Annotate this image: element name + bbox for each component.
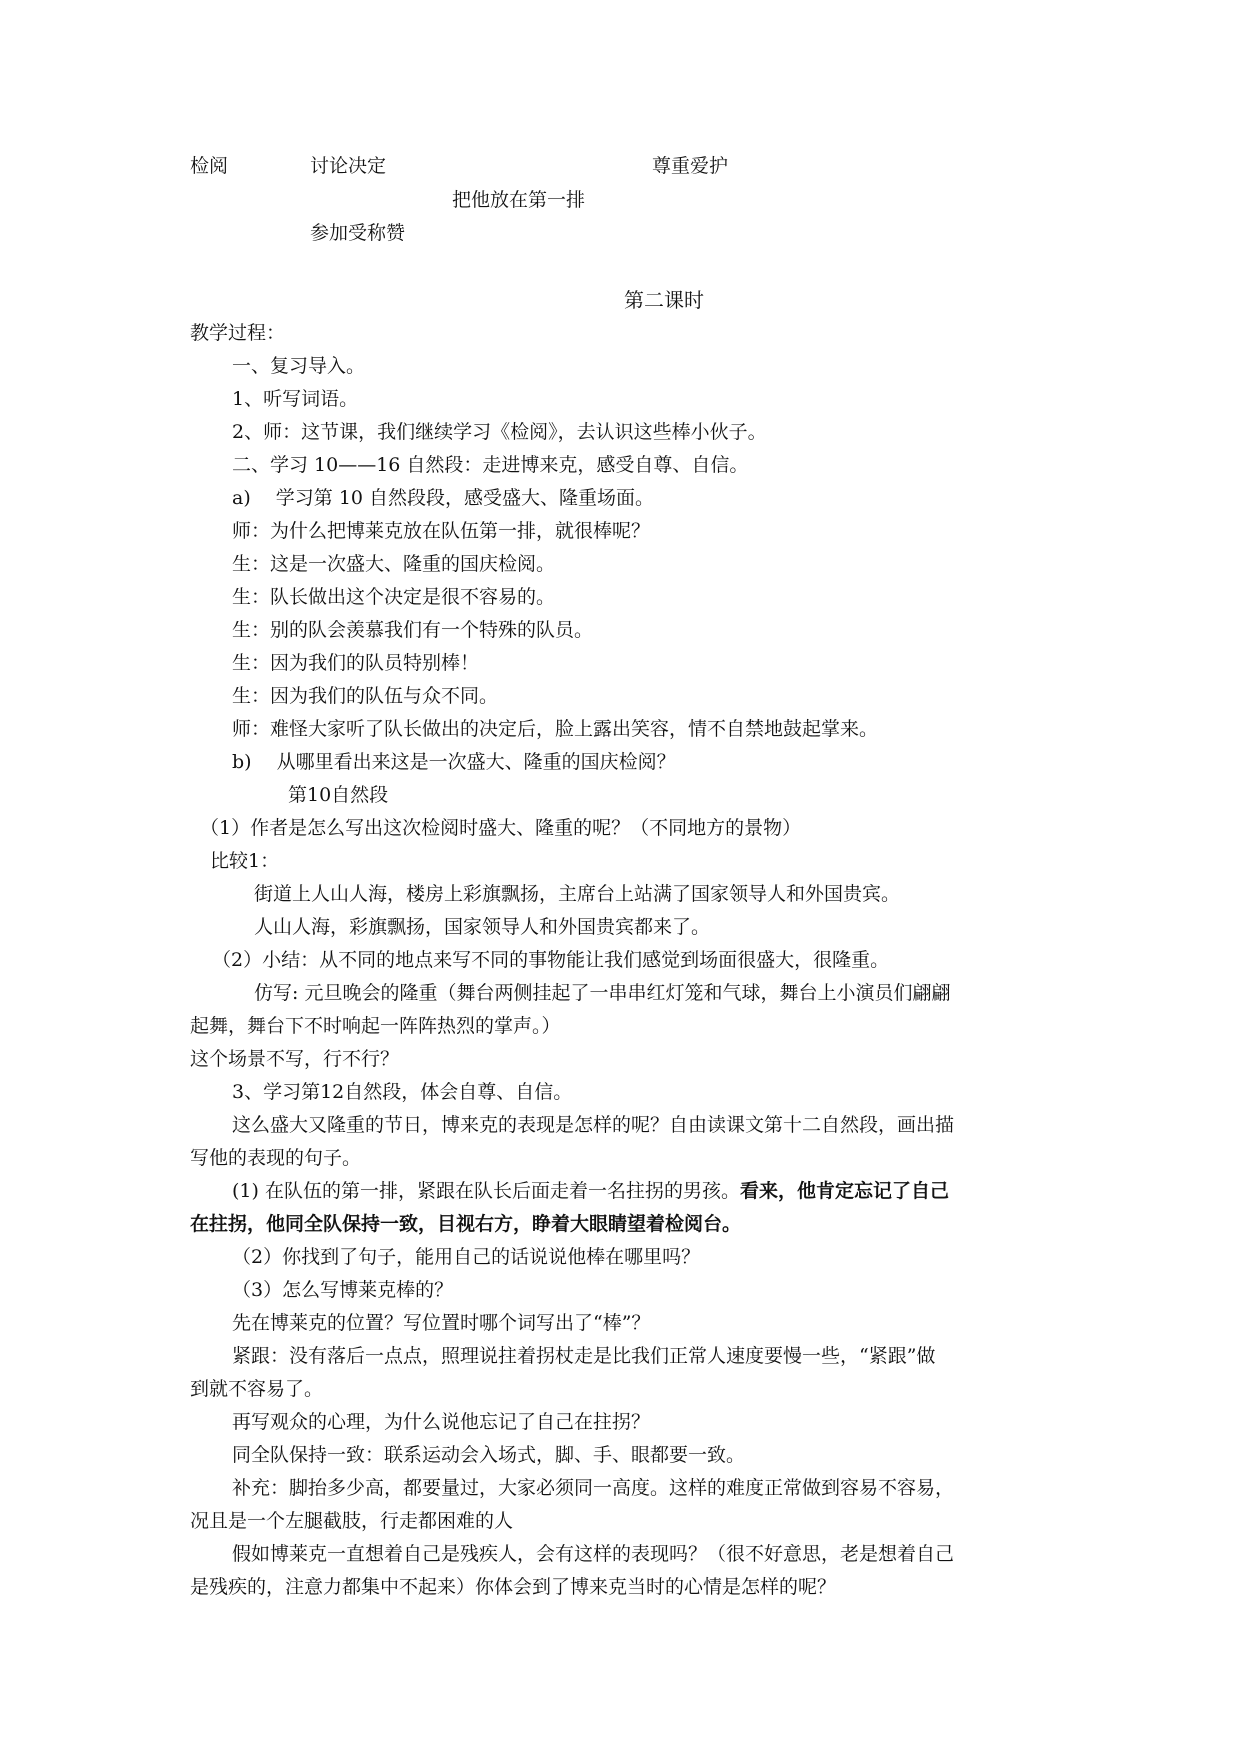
text-line: 师：难怪大家听了队长做出的决定后，脸上露出笑容，情不自禁地鼓起掌来。 — [232, 718, 879, 740]
text-line: 教学过程： — [190, 322, 286, 344]
text-line: 这么盛大又隆重的节日，博来克的表现是怎样的呢？自由读课文第十二自然段，画出描 — [232, 1114, 955, 1136]
text-line: 紧跟：没有落后一点点，照理说拄着拐杖走是比我们正常人速度要慢一些，“紧跟”做 — [232, 1345, 936, 1367]
text-line: 况且是一个左腿截肢，行走都困难的人 — [190, 1510, 514, 1532]
text-bold: 看来，他肯定忘记了自己 — [739, 1180, 949, 1202]
text-line-mixed — [232, 1178, 949, 1204]
text-line: 街道上人山人海，楼房上彩旗飘扬，主席台上站满了国家领导人和外国贵宾。 — [254, 883, 901, 905]
text-line: 二、学习 10——16 自然段：走进博来克，感受自尊、自信。 — [232, 454, 749, 476]
text-normal: (1) 在队伍的第一排，紧跟在队长后面走着一名拄拐的男孩。 — [232, 1180, 740, 1202]
text-line: 起舞，舞台下不时响起一阵阵热烈的掌声。） — [190, 1015, 561, 1037]
text-line: 补充：脚抬多少高，都要量过，大家必须同一高度。这样的难度正常做到容易不容易， — [232, 1477, 955, 1499]
diagram-node-discuss: 讨论决定 — [310, 155, 387, 177]
diagram-node-first-row: 把他放在第一排 — [452, 189, 586, 211]
text-line: 写他的表现的句子。 — [190, 1147, 362, 1169]
diagram-node-respect: 尊重爱护 — [652, 155, 729, 177]
text-line: 师：为什么把博莱克放在队伍第一排，就很棒呢？ — [232, 520, 651, 542]
text-line: a) 学习第 10 自然段段，感受盛大、隆重场面。 — [232, 487, 655, 509]
text-line: （2）你找到了句子，能用自己的话说说他棒在哪里吗？ — [232, 1246, 701, 1268]
text-line: 第10自然段 — [288, 784, 389, 806]
text-line: （1）作者是怎么写出这次检阅时盛大、隆重的呢？（不同地方的景物） — [200, 817, 802, 839]
text-line: 这个场景不写，行不行？ — [190, 1048, 400, 1070]
text-line: 生：别的队会羡慕我们有一个特殊的队员。 — [232, 619, 594, 641]
text-line: 一、复习导入。 — [232, 355, 366, 377]
text-line: （2）小结：从不同的地点来写不同的事物能让我们感觉到场面很盛大，很隆重。 — [212, 949, 890, 971]
text-line: b) 从哪里看出来这是一次盛大、隆重的国庆检阅？ — [232, 751, 676, 773]
text-line: 人山人海，彩旗飘扬，国家领导人和外国贵宾都来了。 — [254, 916, 711, 938]
text-line: 比较1： — [210, 850, 280, 872]
text-line: 生：因为我们的队伍与众不同。 — [232, 685, 499, 707]
text-line: 1、听写词语。 — [232, 388, 359, 410]
diagram-node-praised: 参加受称赞 — [310, 222, 406, 244]
text-line: 同全队保持一致：联系运动会入场式，脚、手、眼都要一致。 — [232, 1444, 746, 1466]
text-line: 假如博莱克一直想着自己是残疾人，会有这样的表现吗？（很不好意思，老是想着自己 — [232, 1543, 955, 1565]
text-line: （3）怎么写博莱克棒的？ — [232, 1279, 454, 1301]
text-line: 生：队长做出这个决定是很不容易的。 — [232, 586, 556, 608]
diagram-node-inspection: 检阅 — [190, 155, 229, 177]
lesson-title: 第二课时 — [624, 288, 704, 312]
text-line: 是残疾的，注意力都集中不起来）你体会到了博来克当时的心情是怎样的呢？ — [190, 1576, 837, 1598]
text-line: 再写观众的心理，为什么说他忘记了自己在拄拐？ — [232, 1411, 651, 1433]
text-line-bold: 在拄拐，他同全队保持一致，目视右方，睁着大眼睛望着检阅台。 — [190, 1213, 742, 1235]
text-line: 仿写: 元旦晚会的隆重（舞台两侧挂起了一串串红灯笼和气球，舞台上小演员们翩翩 — [254, 982, 951, 1004]
text-line: 生：因为我们的队员特别棒！ — [232, 652, 480, 674]
text-line: 先在博莱克的位置？写位置时哪个词写出了“棒”？ — [232, 1312, 651, 1334]
text-line: 生：这是一次盛大、隆重的国庆检阅。 — [232, 553, 556, 575]
text-line: 2、师：这节课，我们继续学习《检阅》，去认识这些棒小伙子。 — [232, 421, 767, 443]
text-line: 3、学习第12自然段，体会自尊、自信。 — [232, 1081, 573, 1103]
text-line: 到就不容易了。 — [190, 1378, 324, 1400]
